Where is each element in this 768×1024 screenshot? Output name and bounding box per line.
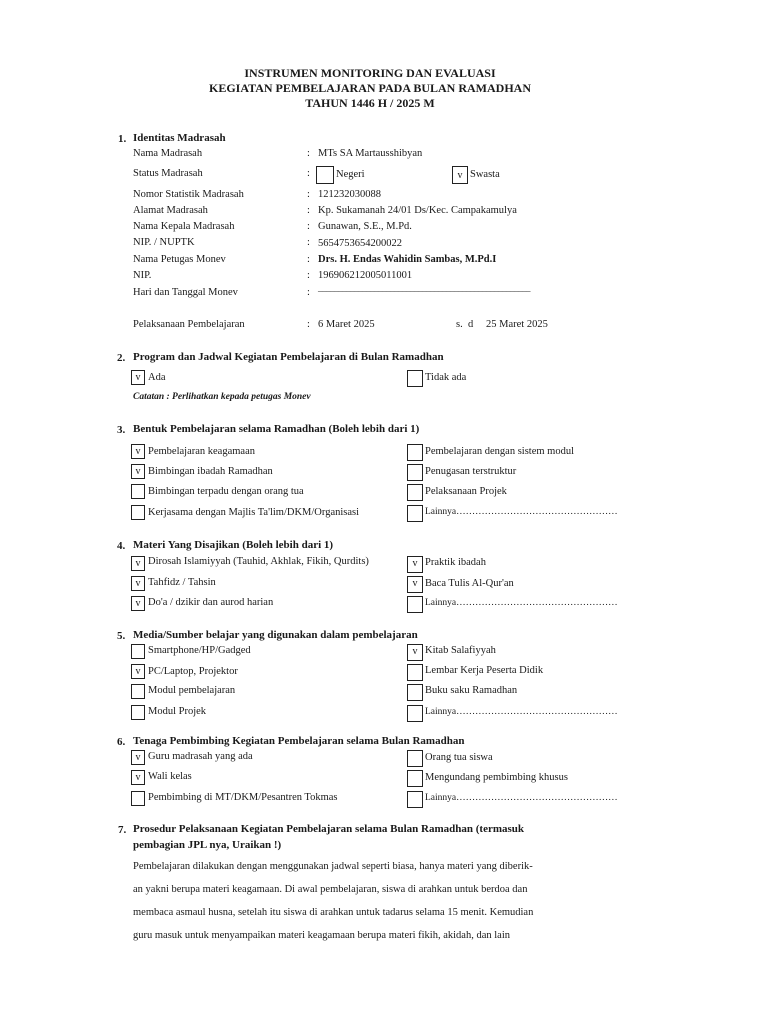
- field-label-status-madrasah: Status Madrasah: [133, 168, 203, 179]
- s5-left-2-checkbox[interactable]: [131, 684, 145, 699]
- s5-left-1-label: PC/Laptop, Projektor: [148, 666, 238, 677]
- field-value-kepala[interactable]: Gunawan, S.E., M.Pd.: [318, 221, 412, 232]
- section-5-number: 5.: [117, 630, 126, 642]
- s5-left-3-checkbox[interactable]: [131, 705, 145, 720]
- s5-left-1-checkbox[interactable]: v: [131, 664, 145, 679]
- option-tidak-ada-label: Tidak ada: [425, 372, 467, 383]
- section-2-note: Catatan : Perlihatkan kepada petugas Monev: [133, 392, 311, 402]
- s5-right-2-checkbox[interactable]: [407, 684, 423, 701]
- s3-left-3-checkbox[interactable]: [131, 505, 145, 520]
- s6-left-1-label: Wali kelas: [148, 771, 192, 782]
- answer-line: membaca asmaul husna, setelah itu siswa di arahkan untuk tadarus selama 15 menit. Kemudian: [133, 907, 534, 918]
- field-colon: :: [307, 319, 310, 330]
- s5-right-3-label[interactable]: Lainnya……………………………………………: [425, 707, 618, 717]
- section-2-number: 2.: [117, 352, 126, 364]
- s3-right-1-checkbox[interactable]: [407, 464, 423, 481]
- field-value-hari-tanggal[interactable]: _____________________________________________________: [318, 283, 530, 293]
- s4-left-2-label: Do'a / dzikir dan aurod harian: [148, 597, 274, 608]
- doc-title-line1: INSTRUMEN MONITORING DAN EVALUASI: [244, 66, 496, 80]
- s3-left-0-checkbox[interactable]: v: [131, 444, 145, 459]
- s3-right-1-label: Penugasan terstruktur: [425, 466, 517, 477]
- field-colon: :: [307, 189, 310, 200]
- pelaksanaan-sd: s. d: [456, 319, 474, 330]
- s3-right-2-label: Pelaksanaan Projek: [425, 486, 507, 497]
- s4-right-1-checkbox[interactable]: v: [407, 576, 423, 593]
- s5-left-0-checkbox[interactable]: [131, 644, 145, 659]
- field-label-kepala: Nama Kepala Madrasah: [133, 221, 235, 232]
- s4-left-1-label: Tahfidz / Tahsin: [148, 577, 216, 588]
- s6-left-0-checkbox[interactable]: v: [131, 750, 145, 765]
- s3-right-3-checkbox[interactable]: [407, 505, 423, 522]
- field-value-nip[interactable]: 196906212005011001: [318, 270, 413, 281]
- s3-right-3-label[interactable]: Lainnya……………………………………………: [425, 507, 618, 517]
- s5-right-0-checkbox[interactable]: v: [407, 644, 423, 661]
- section-4-number: 4.: [117, 540, 126, 552]
- pelaksanaan-start[interactable]: 6 Maret 2025: [318, 319, 375, 330]
- status-swasta-label: Swasta: [470, 169, 500, 180]
- section-7-number: 7.: [118, 824, 127, 836]
- s3-left-3-label: Kerjasama dengan Majlis Ta'lim/DKM/Organisasi: [148, 507, 360, 518]
- status-negeri-label: Negeri: [336, 169, 365, 180]
- field-label-nama-madrasah: Nama Madrasah: [133, 148, 203, 159]
- field-label-nip: NIP.: [133, 270, 152, 281]
- section-6-title: Tenaga Pembimbing Kegiatan Pembelajaran selama Bulan Ramadhan: [133, 735, 465, 747]
- s3-left-2-label: Bimbingan terpadu dengan orang tua: [148, 486, 304, 497]
- field-colon: :: [307, 237, 310, 248]
- section-5-title: Media/Sumber belajar yang digunakan dalam pembelajaran: [133, 629, 418, 641]
- pelaksanaan-end[interactable]: 25 Maret 2025: [486, 319, 548, 330]
- s5-left-2-label: Modul pembelajaran: [148, 685, 236, 696]
- s5-right-1-label: Lembar Kerja Peserta Didik: [425, 665, 544, 676]
- s5-right-2-label: Buku saku Ramadhan: [425, 685, 518, 696]
- s4-right-2-checkbox[interactable]: [407, 596, 423, 613]
- s6-right-1-label: Mengundang pembimbing khusus: [425, 772, 568, 783]
- s4-left-1-checkbox[interactable]: v: [131, 576, 145, 591]
- field-value-nama-madrasah[interactable]: MTs SA Martausshibyan: [318, 148, 423, 159]
- s3-right-0-label: Pembelajaran dengan sistem modul: [425, 446, 575, 457]
- field-label-petugas: Nama Petugas Monev: [133, 254, 226, 265]
- s4-right-1-label: Baca Tulis Al-Qur'an: [425, 578, 514, 589]
- answer-line: an yakni berupa materi keagamaan. Di awal pembelajaran, siswa di arahkan untuk berdoa dan: [133, 884, 528, 895]
- answer-line: Pembelajaran dilakukan dengan menggunakan jadwal seperti biasa, hanya materi yang diberik-: [133, 861, 533, 872]
- field-label-nsm: Nomor Statistik Madrasah: [133, 189, 244, 200]
- status-swasta-checkbox[interactable]: v: [452, 166, 468, 184]
- option-tidak-ada-checkbox[interactable]: [407, 370, 423, 387]
- option-ada-label: Ada: [148, 372, 166, 383]
- s3-left-1-checkbox[interactable]: v: [131, 464, 145, 479]
- option-ada-checkbox[interactable]: v: [131, 370, 145, 385]
- answer-line: guru masuk untuk menyampaikan materi keagamaan berupa materi fikih, akidah, dan lain: [133, 930, 510, 941]
- s4-left-2-checkbox[interactable]: v: [131, 596, 145, 611]
- s6-right-0-label: Orang tua siswa: [425, 752, 493, 763]
- s4-right-2-label[interactable]: Lainnya……………………………………………: [425, 598, 618, 608]
- s5-left-0-label: Smartphone/HP/Gadged: [148, 645, 251, 656]
- s5-right-3-checkbox[interactable]: [407, 705, 423, 722]
- section-1-title: Identitas Madrasah: [133, 132, 226, 144]
- field-label-alamat: Alamat Madrasah: [133, 205, 208, 216]
- field-label-nip-nuptk: NIP. / NUPTK: [133, 237, 195, 248]
- s3-right-2-checkbox[interactable]: [407, 484, 423, 501]
- s3-left-0-label: Pembelajaran keagamaan: [148, 446, 255, 457]
- section-7-title-line2: pembagian JPL nya, Uraikan !): [133, 839, 282, 851]
- section-1-number: 1.: [118, 133, 127, 145]
- s5-left-3-label: Modul Projek: [148, 706, 207, 717]
- field-colon: :: [307, 287, 310, 298]
- field-label-pelaksanaan: Pelaksanaan Pembelajaran: [133, 319, 245, 330]
- s3-right-0-checkbox[interactable]: [407, 444, 423, 461]
- section-7-title-line1: Prosedur Pelaksanaan Kegiatan Pembelajaran selama Bulan Ramadhan (termasuk: [133, 823, 525, 835]
- field-value-nsm[interactable]: 121232030088: [318, 189, 381, 200]
- s6-right-1-checkbox[interactable]: [407, 770, 423, 787]
- field-value-alamat[interactable]: Kp. Sukamanah 24/01 Ds/Kec. Campakamulya: [318, 205, 517, 216]
- field-colon: :: [307, 270, 310, 281]
- field-colon: :: [307, 254, 310, 265]
- s4-right-0-label: Praktik ibadah: [425, 557, 486, 568]
- s5-right-1-checkbox[interactable]: [407, 664, 423, 681]
- section-3-title: Bentuk Pembelajaran selama Ramadhan (Boleh lebih dari 1): [133, 423, 420, 435]
- s4-left-0-checkbox[interactable]: v: [131, 556, 145, 571]
- s6-left-2-checkbox[interactable]: [131, 791, 145, 806]
- status-negeri-checkbox[interactable]: [316, 166, 334, 184]
- field-colon: :: [307, 221, 310, 232]
- s6-right-2-checkbox[interactable]: [407, 791, 423, 808]
- s4-right-0-checkbox[interactable]: v: [407, 556, 423, 573]
- field-colon: :: [307, 205, 310, 216]
- s6-left-2-label: Pembimbing di MT/DKM/Pesantren Tokmas: [148, 792, 338, 803]
- s6-right-0-checkbox[interactable]: [407, 750, 423, 767]
- doc-title-line3: TAHUN 1446 H / 2025 M: [305, 96, 435, 110]
- s3-left-1-label: Bimbingan ibadah Ramadhan: [148, 466, 273, 477]
- field-label-hari-tanggal: Hari dan Tanggal Monev: [133, 287, 238, 298]
- section-4-title: Materi Yang Disajikan (Boleh lebih dari 1): [133, 539, 334, 551]
- doc-title-line2: KEGIATAN PEMBELAJARAN PADA BULAN RAMADHAN: [208, 81, 531, 95]
- section-3-number: 3.: [117, 424, 126, 436]
- s6-left-0-label: Guru madrasah yang ada: [148, 751, 253, 762]
- s6-right-2-label[interactable]: Lainnya……………………………………………: [425, 793, 618, 803]
- s6-left-1-checkbox[interactable]: v: [131, 770, 145, 785]
- field-value-petugas[interactable]: Drs. H. Endas Wahidin Sambas, M.Pd.I: [318, 254, 497, 265]
- field-value-nip-nuptk[interactable]: 5654753654200022: [318, 238, 402, 249]
- s3-left-2-checkbox[interactable]: [131, 484, 145, 499]
- field-colon: :: [307, 168, 310, 179]
- section-6-number: 6.: [117, 736, 126, 748]
- s5-right-0-label: Kitab Salafiyyah: [425, 645, 496, 656]
- section-2-title: Program dan Jadwal Kegiatan Pembelajaran di Bulan Ramadhan: [133, 351, 444, 363]
- s4-left-0-label: Dirosah Islamiyyah (Tauhid, Akhlak, Fikih, Qurdits): [148, 556, 369, 567]
- field-colon: :: [307, 148, 310, 159]
